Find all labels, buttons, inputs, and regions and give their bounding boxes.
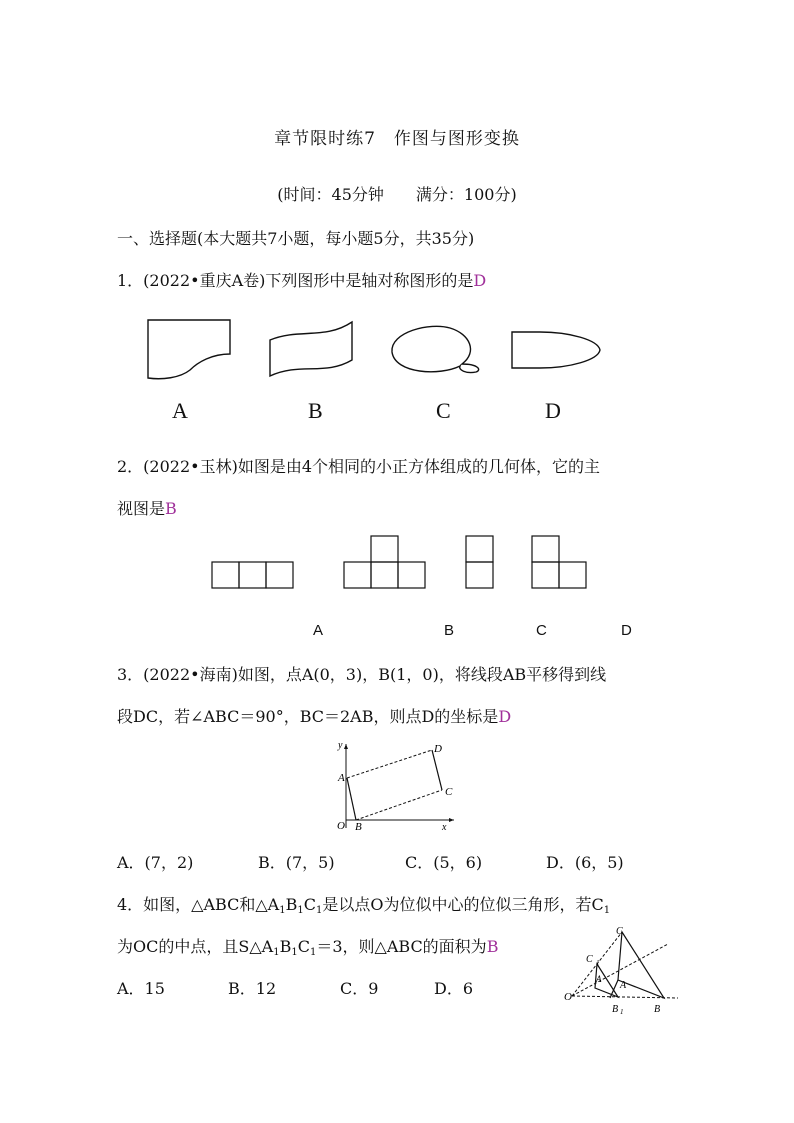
q1-shape-d — [512, 332, 600, 368]
q2-option-a: A — [313, 622, 324, 639]
q4-option-b: B．12 — [228, 979, 277, 998]
question-4-answer: B — [486, 937, 499, 956]
question-1-answer: D — [473, 271, 487, 290]
question-2-line-2 — [117, 496, 177, 519]
question-2-figures — [208, 530, 592, 592]
q4-option-d: D．6 — [434, 979, 474, 998]
q4-sub-b1b: 1 — [291, 947, 298, 958]
q2-view-a — [212, 562, 293, 588]
q4-sub-c1b: 1 — [603, 905, 611, 916]
q4-label-a1: A — [596, 974, 602, 984]
q4-line-2-post: ＝3，则△ABC的面积为 — [316, 937, 487, 956]
q4-line-1-pre: 4．如图，△ABC和△A — [117, 895, 280, 914]
question-3-answer: D — [498, 707, 512, 726]
q2-option-b: B — [444, 622, 455, 639]
q3-label-x: x — [442, 822, 447, 833]
q1-shape-a — [148, 320, 230, 379]
question-4-line-1: 4．如图，△ABC和$\triangle A_1B_1C_1$是以点O为位似中心的位似三角形，若$C_1$ — [117, 895, 611, 916]
section-heading: 一、选择题(本大题共7小题，每小题5分，共35分) — [117, 229, 475, 248]
q4-label-o: O — [564, 991, 572, 1003]
q4-label-b1-sub: 1 — [620, 1008, 624, 1016]
question-2-line-1: 2．(2022•玉林)如图是由4个相同的小正方体组成的几何体，它的主 — [117, 457, 601, 476]
question-1 — [117, 268, 486, 291]
question-1-figures — [140, 312, 620, 392]
q3-label-y: y — [338, 740, 343, 751]
page-title: 章节限时练7 作图与图形变换 — [274, 129, 520, 149]
q2-option-d: D — [621, 622, 632, 639]
q1-option-b: B — [308, 398, 323, 423]
q4-label-c: C — [616, 926, 623, 937]
q3-option-c: C．(5，6) — [405, 853, 483, 872]
q2-view-b — [344, 536, 425, 588]
q3-label-a: A — [338, 772, 345, 784]
q2-option-c: C — [536, 622, 547, 639]
q1-option-a: A — [172, 398, 188, 423]
question-3-line-2 — [117, 704, 511, 727]
time-info: (时间：45分钟 满分：100分) — [277, 185, 517, 204]
q3-option-b: B．(7，5) — [258, 853, 335, 872]
q1-shape-c — [392, 326, 479, 372]
q4-sub-c1: 1 — [315, 905, 323, 916]
q4-label-a: A — [620, 980, 627, 991]
q4-line-1-mid: 是以点O为位似中心的位似三角形，若C — [322, 895, 604, 914]
q3-option-d: D．(6，5) — [546, 853, 624, 872]
q4-sub-b1: 1 — [297, 905, 304, 916]
q1-option-c: C — [436, 398, 451, 423]
q4-option-c: C．9 — [340, 979, 379, 998]
question-3-line-1: 3．(2022•海南)如图，点A(0，3)，B(1，0)，将线段AB平移得到线 — [117, 665, 607, 684]
q3-dashed-ad — [347, 750, 432, 778]
question-2-text: 视图是 — [117, 499, 166, 518]
q3-segment-dc — [432, 750, 442, 790]
q3-dashed-bc — [356, 790, 442, 820]
q1-shape-b — [270, 322, 352, 376]
q3-label-b: B — [355, 821, 362, 833]
q4-label-c1-sub: 1 — [596, 959, 600, 967]
q3-label-o: O — [337, 820, 345, 832]
q4-label-b: B — [654, 1004, 661, 1015]
q3-label-c: C — [445, 786, 453, 798]
question-3-figure — [334, 738, 464, 834]
q4-sub-c1c: 1 — [309, 947, 317, 958]
question-2-answer: B — [165, 499, 177, 518]
q1-option-d: D — [545, 398, 561, 423]
q3-segment-ab — [347, 778, 356, 820]
question-3-text: 段DC，若∠ABC＝90°，BC＝2AB，则点D的坐标是 — [117, 707, 499, 726]
q3-label-d: D — [434, 743, 442, 755]
q4-sub-a1: 1 — [279, 905, 286, 916]
q2-view-d — [532, 536, 586, 588]
q3-option-a: A．(7，2) — [117, 853, 194, 872]
q2-view-c — [466, 536, 493, 588]
question-1-text: 1．(2022•重庆A卷)下列图形中是轴对称图形的是 — [117, 271, 474, 290]
q4-sub-a1b: 1 — [273, 947, 280, 958]
q4-option-a: A．15 — [117, 979, 165, 998]
question-4-line-2: 为OC的中点，且$S\triangle A_1B_1C_1=3$，则△ABC的面积为B — [117, 937, 499, 958]
question-4-figure — [560, 922, 680, 1016]
q4-label-b1: B — [612, 1004, 619, 1015]
q4-label-c1: C — [586, 954, 593, 965]
